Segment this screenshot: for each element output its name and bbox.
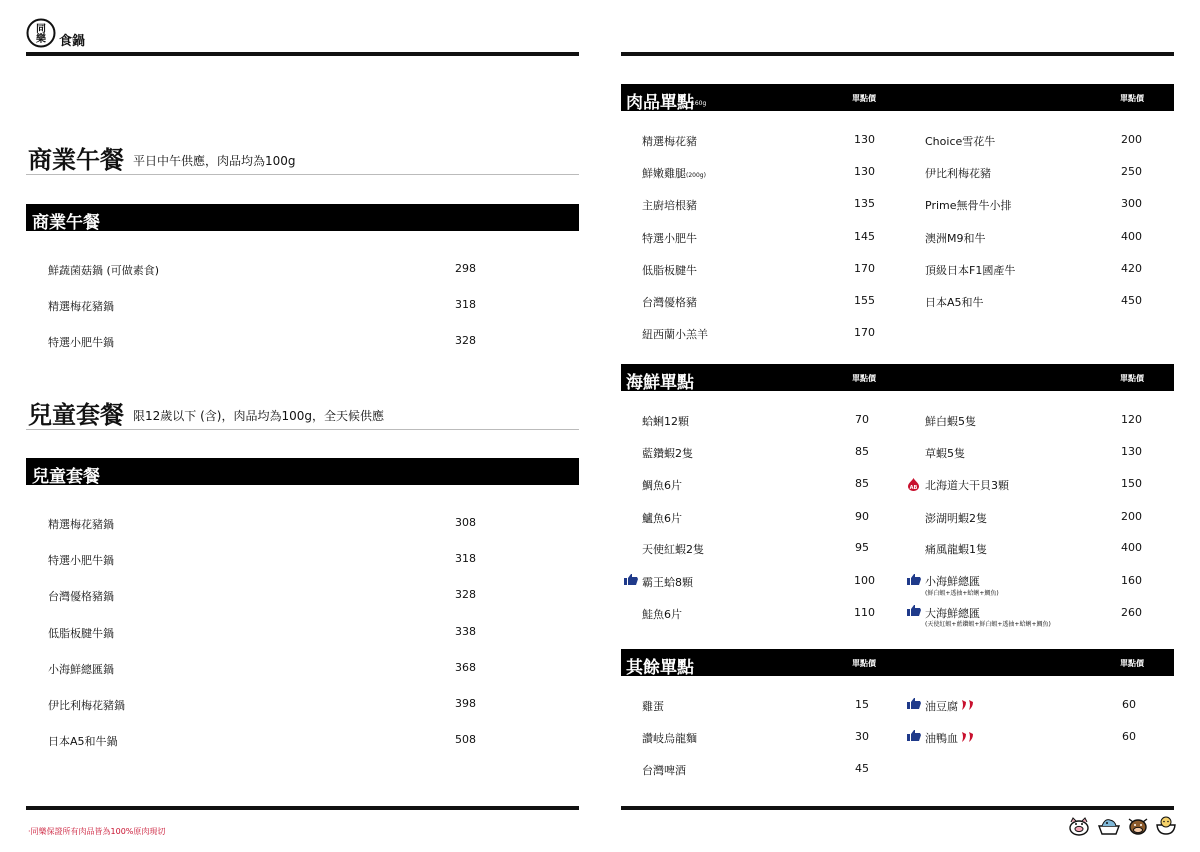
lunch-bar-title: 商業午餐 xyxy=(32,213,100,233)
mascot-icons xyxy=(1068,814,1178,838)
footer-note: ·同樂保證所有肉品皆為100%原肉現切 xyxy=(28,827,166,836)
ab-badge-icon xyxy=(907,478,920,491)
meat-right-3-name: 澳洲M9和牛 xyxy=(925,232,986,245)
lunch-item-0-price: 298 xyxy=(455,262,476,275)
seafood-right-0-price: 120 xyxy=(1121,413,1142,426)
others-left-1-price: 30 xyxy=(855,730,869,743)
left-top-rule xyxy=(26,52,579,56)
meat-right-2-price: 300 xyxy=(1121,197,1142,210)
others-bar xyxy=(621,649,1174,676)
meat-left-1-price: 130 xyxy=(854,165,875,178)
lunch-title: 商業午餐 xyxy=(28,145,124,174)
meat-left-6-name: 紐西蘭小羔羊 xyxy=(642,328,708,341)
meat-left-0-name: 精選梅花豬 xyxy=(642,135,697,148)
seafood-col-label-left: 單點價 xyxy=(852,374,876,383)
meat-left-1-note: (200g) xyxy=(686,172,706,179)
kids-item-2-price: 328 xyxy=(455,588,476,601)
meat-right-2-name: Prime無骨牛小排 xyxy=(925,199,1012,212)
others-left-2-price: 45 xyxy=(855,762,869,775)
others-col-label-right: 單點價 xyxy=(1120,659,1144,668)
kids-subtitle: 限12歲以下 (含)，肉品均為100g，全天候供應 xyxy=(133,409,384,423)
seafood-right-4-name: 痛風龍蝦1隻 xyxy=(925,543,987,556)
meat-col-label-right: 單點價 xyxy=(1120,94,1144,103)
logo-seal-top: 同 xyxy=(36,24,46,35)
kids-bar xyxy=(26,458,579,485)
seafood-left-3-price: 90 xyxy=(855,510,869,523)
seafood-col-label-right: 單點價 xyxy=(1120,374,1144,383)
meat-right-4-name: 頂級日本F1國產牛 xyxy=(925,264,1016,277)
seafood-right-2-price: 150 xyxy=(1121,477,1142,490)
kids-item-3-name: 低脂板腱牛鍋 xyxy=(48,627,114,640)
thumbs-up-icon xyxy=(624,574,638,585)
others-right-0-name: 油豆腐 xyxy=(925,700,958,713)
kids-item-0-name: 精選梅花豬鍋 xyxy=(48,518,114,531)
seafood-bar xyxy=(621,364,1174,391)
others-left-0-name: 雞蛋 xyxy=(642,700,664,713)
lunch-item-0-name: 鮮蔬菌菇鍋 (可做素食) xyxy=(48,264,160,277)
seafood-right-2-name: 北海道大干貝3顆 xyxy=(925,479,1009,492)
meat-left-1-name xyxy=(642,165,706,181)
kids-item-5-price: 398 xyxy=(455,697,476,710)
meat-right-1-price: 250 xyxy=(1121,165,1142,178)
kids-item-6-price: 508 xyxy=(455,733,476,746)
meat-left-2-price: 135 xyxy=(854,197,875,210)
right-bottom-rule xyxy=(621,806,1174,810)
kids-item-2-name: 台灣優格豬鍋 xyxy=(48,590,114,603)
others-bar-title: 其餘單點 xyxy=(626,658,694,678)
meat-left-6-price: 170 xyxy=(854,326,875,339)
kids-item-1-price: 318 xyxy=(455,552,476,565)
seafood-right-6-name: 大海鮮總匯 xyxy=(925,607,980,620)
seafood-left-6-price: 110 xyxy=(854,606,875,619)
kids-item-5-name: 伊比利梅花豬鍋 xyxy=(48,699,125,712)
meat-bar-note: 160g xyxy=(691,100,707,107)
seafood-bar-title: 海鮮單點 xyxy=(626,373,694,393)
lunch-bar xyxy=(26,204,579,231)
seafood-right-6-note: (天使紅蝦+藍鑽蝦+鮮白蝦+透抽+蛤蜊+鯛魚) xyxy=(925,621,1051,628)
kids-divider xyxy=(26,429,579,430)
seafood-left-4-price: 95 xyxy=(855,541,869,554)
seafood-right-1-price: 130 xyxy=(1121,445,1142,458)
logo-seal-icon xyxy=(26,18,56,48)
logo xyxy=(26,18,96,50)
seafood-left-1-price: 85 xyxy=(855,445,869,458)
bowl-icon xyxy=(1155,814,1177,836)
seafood-left-6-name: 鮭魚6片 xyxy=(642,608,682,621)
pig-icon xyxy=(1068,814,1090,836)
seafood-left-1-name: 藍鑽蝦2隻 xyxy=(642,447,693,460)
chili-icon xyxy=(960,699,976,711)
thumbs-up-icon xyxy=(907,605,921,616)
seafood-right-5-name: 小海鮮總匯 xyxy=(925,575,980,588)
kids-title: 兒童套餐 xyxy=(28,400,124,429)
meat-right-0-name: Choice雪花牛 xyxy=(925,135,996,148)
lunch-subtitle: 平日中午供應，肉品均為100g xyxy=(133,154,296,168)
others-left-0-price: 15 xyxy=(855,698,869,711)
lunch-item-2-name: 特選小肥牛鍋 xyxy=(48,336,114,349)
meat-right-5-name: 日本A5和牛 xyxy=(925,296,984,309)
thumbs-up-icon xyxy=(907,730,921,741)
others-right-0-price: 60 xyxy=(1122,698,1136,711)
meat-bar-title: 肉品單點 xyxy=(626,93,694,113)
seafood-right-0-name: 鮮白蝦5隻 xyxy=(925,415,976,428)
seafood-left-2-name: 鯛魚6片 xyxy=(642,479,682,492)
right-top-rule xyxy=(621,52,1174,56)
meat-left-0-price: 130 xyxy=(854,133,875,146)
seafood-right-1-name: 草蝦5隻 xyxy=(925,447,965,460)
chili-icon xyxy=(960,731,976,743)
meat-col-label-left: 單點價 xyxy=(852,94,876,103)
left-bottom-rule xyxy=(26,806,579,810)
meat-left-4-name: 低脂板腱牛 xyxy=(642,264,697,277)
others-col-label-left: 單點價 xyxy=(852,659,876,668)
meat-right-1-name: 伊比利梅花豬 xyxy=(925,167,991,180)
kids-item-6-name: 日本A5和牛鍋 xyxy=(48,735,118,748)
logo-name: 食鍋 xyxy=(59,34,86,49)
lunch-item-2-price: 328 xyxy=(455,334,476,347)
lunch-item-1-name: 精選梅花豬鍋 xyxy=(48,300,114,313)
seafood-right-3-price: 200 xyxy=(1121,510,1142,523)
seafood-left-5-name: 霸王蛤8顆 xyxy=(642,576,693,589)
thumbs-up-icon xyxy=(907,574,921,585)
others-left-2-name: 台灣啤酒 xyxy=(642,764,686,777)
cow-icon xyxy=(1127,814,1149,836)
kids-item-4-price: 368 xyxy=(455,661,476,674)
meat-left-5-name: 台灣優格豬 xyxy=(642,296,697,309)
seafood-left-0-name: 蛤蜊12顆 xyxy=(642,415,689,428)
meat-right-3-price: 400 xyxy=(1121,230,1142,243)
meat-left-5-price: 155 xyxy=(854,294,875,307)
kids-bar-title: 兒童套餐 xyxy=(32,467,100,487)
meat-left-2-name: 主廚培根豬 xyxy=(642,199,697,212)
kids-item-0-price: 308 xyxy=(455,516,476,529)
meat-right-4-price: 420 xyxy=(1121,262,1142,275)
lunch-divider xyxy=(26,174,579,175)
meat-left-3-price: 145 xyxy=(854,230,875,243)
meat-left-3-name: 特選小肥牛 xyxy=(642,232,697,245)
thumbs-up-icon xyxy=(907,698,921,709)
meat-left-4-price: 170 xyxy=(854,262,875,275)
seafood-pot-icon xyxy=(1097,814,1121,836)
ab-badge-text: AB xyxy=(909,485,918,491)
lunch-item-1-price: 318 xyxy=(455,298,476,311)
kids-item-1-name: 特選小肥牛鍋 xyxy=(48,554,114,567)
seafood-left-0-price: 70 xyxy=(855,413,869,426)
seafood-right-6-price: 260 xyxy=(1121,606,1142,619)
meat-right-5-price: 450 xyxy=(1121,294,1142,307)
meat-left-1-label: 鮮嫩雞腿 xyxy=(642,167,686,180)
others-right-1-price: 60 xyxy=(1122,730,1136,743)
seafood-right-5-note: (鮮白蝦+透抽+蛤蜊+鯛魚) xyxy=(925,590,999,597)
others-right-1-name: 油鴨血 xyxy=(925,732,958,745)
meat-right-0-price: 200 xyxy=(1121,133,1142,146)
kids-item-4-name: 小海鮮總匯鍋 xyxy=(48,663,114,676)
seafood-right-3-name: 澎湖明蝦2隻 xyxy=(925,512,987,525)
seafood-right-5-price: 160 xyxy=(1121,574,1142,587)
seafood-left-2-price: 85 xyxy=(855,477,869,490)
seafood-left-4-name: 天使紅蝦2隻 xyxy=(642,543,704,556)
seafood-right-4-price: 400 xyxy=(1121,541,1142,554)
seafood-left-3-name: 鱸魚6片 xyxy=(642,512,682,525)
seafood-left-5-price: 100 xyxy=(854,574,875,587)
logo-seal-bottom: 樂 xyxy=(36,34,46,45)
kids-item-3-price: 338 xyxy=(455,625,476,638)
others-left-1-name: 讚岐烏龍麵 xyxy=(642,732,697,745)
meat-bar xyxy=(621,84,1174,111)
